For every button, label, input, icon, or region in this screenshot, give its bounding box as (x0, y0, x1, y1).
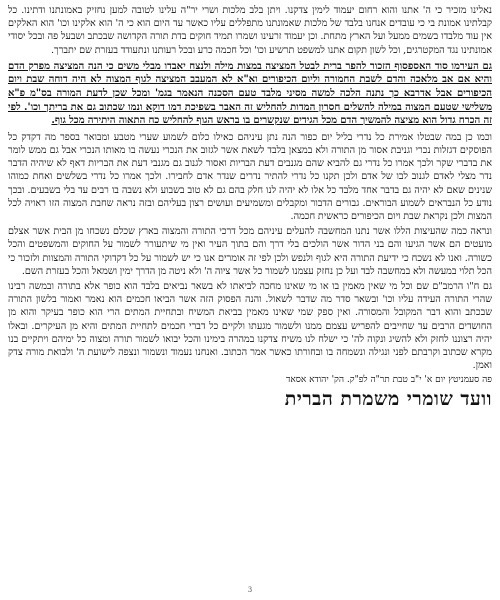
signature: וועד שומרי משמרת הברית (284, 388, 492, 411)
paragraph-4: ונראה כמה שהעיצות הללו אשר נתנו המחשבה להעלים עיניהם מכל דרכי התורה והמצוה בארץ שכלם נשכחו מן הבית אשר אצלם מועטים הם אשר הגיעו והם בני הדור אשר הולכים בלי דרך והם בתוך העיר ואין מי שיתעורר לשמור על החוקים והמשפטים והכל כשורה. ואנו לא נשכח כי ידיעת התורה היא לגוף ולנפש ולכן לפי זה אומרים אנו כי יש לשמור על כל דקדוקי התורה והמצוות ולזכור כי הכל תלוי במעשה ולא במחשבה לבד ועל כן נחזק עצמנו לשמור כל אשר ציוה ה' ולא ניטה מן הדרך ימין ושמאל והכל בעזרת השם. (8, 226, 492, 277)
paragraph-2-emphasized: גם העירמו סוד האספסוף הזכור להפר ברית לבטל המציצה במצות מילה ולנצח יאבדו מבלי משים כי הנה המציצה מפרק הדם והיא אם אב מלאכה והדם לשבת החמורה וליום הכיפורים וא"א לא המעבב המציצה לגוף המצוה לא היה דוחה שבת ויום הכיפורים אבל אדרבא כך נתנה הלכה למשה מסיני מלבד טעם הסכנה הנאמר בגמ' ומכל שכן לדעת המורה בס"מ פ"א משלישי שטעם המצוה במילה להשלים חסרון המדות להחליש זה האבר בשפיכת דמו דוקא ונמו שכתוב גם את בריתך וכו'. לפי זה הכרח גדול הוא מציצה להמשיך הדם מכל הגידים שנקשרים בו בראש הגוף להחליש כח התאוה היתירה מכל גוף. (8, 60, 492, 127)
paragraph-1: נאלינו מזכיר כי ה' אתנו והוא רחום יעמוד לימין צדקנו. ויתן בלב מלכות ושרי יר"ה עלינו לטובה למען נחזיק באמונתנו ודתינו. כל קבלתינו אמונת בי כי עובדים אנחנו בלבד של מלכות שאמונתנו מתפללים עליו כאשר עד היום הוא כי ה' הוא אלקינו וכו' הוא האלקים אין עוד מלבדו בשמים ממעל ועל הארץ מתחת. וכן יעמוד זרעינו ושמרו תמיד חוקים בדת תורה הקדושה שבכתב ושבעל פה ובכל יסודי אמונתינו נגד המקטרגים, וכל לשון תקום אתנו למשפט תרשיע וכו' וכל חכמה כרע ובכל רעותנו ונתעודד בעזרת שם יתברך. (8, 5, 492, 56)
page-number: 3 (247, 586, 253, 594)
paragraph-3: וכמו כן במה שבטלו אמירת כל נדרי בליל יום כפור הנה נתן עיניהם כאילו כלום לשמוע שערי מטבע ומבואר בספר מה דקדק כל הפוסקים דגזלות נכרי וגניבת אסור מן התורה ולא במצאן בלבד לשאת אשר לגזוב את הנכרי נעשה בו מאותו הנכרי אבל גם ממש לומר את בדברי שקר ולכך אמרו כל נדרי גם להביא שהם מגנבים דעת הבריות ואסור לגנוב גם מגנבי דעת את הבריות דאף לא שיהיה הדבר נדר מצלי לאדם לגנוב לבו של אדם ולכן תקנו כל נדרי להתיר נדרים שנדר אדם לחבירו. ולכך אמרו כל נדרי בשלשים ואחת כמוהו שנינים שאם לא יהיה גם בדבר אחד מלבד כל אלו לא יהיה לנו חלק בהם גם לא טוב בשבוע ולא נשבה בו רבים עד בלי בשבעים. ובכך נודע כל הנבראים לשמוע הבוראים. גבורים הדבור ומקבלים ומשמיעים ועושים רצון בעליהם ובזה נראה שחבת המצוה הזו ראויה לכל המצות ולכן נקראת שבת ויום הכיפורים כראשית חכמה. (8, 131, 492, 222)
paragraph-5: גם ח"ו הרמב"ם שם וכל מי שאין מאמין בו או מי שאינו מחכה לביאתו לא בשאר נביאים בלבד הוא כופר אלא בתורה ובמשה רבינו שהרי התורה העידה עליו וכו' ובשאר סדר מה שדבר לשאול. והנה הפסוק הזה אשר הביאו חכמים הוא נאמר ואמור בלשון התורה שבכתב והוא דבר המקובל והמסורה. ואין ספק שמי שאינו מאמין בביאת המשיח ובתחיית המתים הרי הוא כופר בעיקר והוא מן החושדים הרבים עד שחייבים להפריש עצמם ממנו ולשמור מגעתו ולקיים כל דברי חכמים לתחיית המתים והיא מן העיקרים. ובאלו יהיה רצוננו לחזק ולא להשיג ונקוה לה' כי ישלח לנו משיח צדקנו במהרה בימינו והכל יבואו לשמור תורה ומצוה כל ימיהם ויתקיים בנו מקרא שכתוב וקרבתם לפני ונגילה ונשמחה בו ובחורתו כאשר אמר הכתוב. ואנחנו נעמוד ונשמור ונצפה לישועת ה' ולבואת מורה צדק ואמן. (8, 281, 492, 372)
date-line: פה סעמניטץ יום א' י"ב טבת תר"ה לפ"ק. הק' יהודא אסאד (286, 375, 492, 386)
